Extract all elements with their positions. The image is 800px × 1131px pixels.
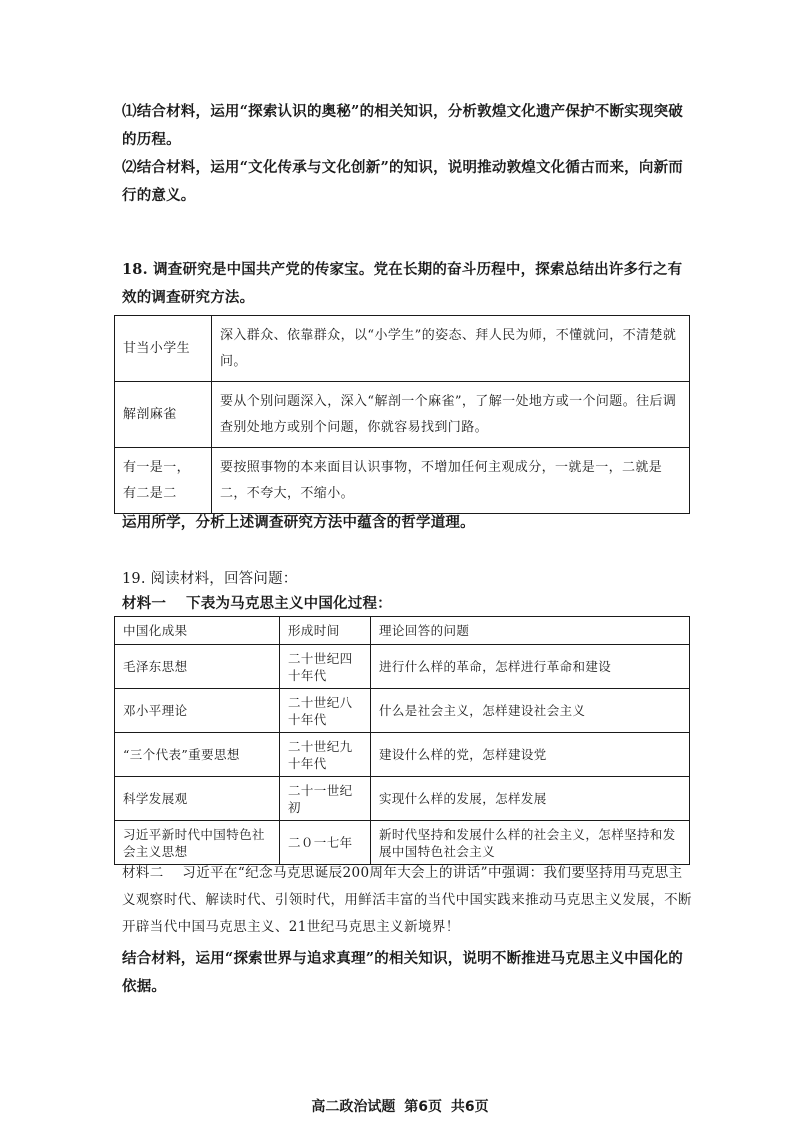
column-header: 中国化成果 bbox=[115, 617, 280, 645]
time-cell: 二十世纪四十年代 bbox=[280, 645, 371, 689]
q19-material2-block bbox=[122, 860, 692, 1001]
column-header: 形成时间 bbox=[280, 617, 371, 645]
table-row bbox=[115, 821, 690, 865]
q17-sub-2: ⑵结合材料，运用“文化传承与文化创新”的知识，说明推动敦煌文化循古而来，向新而行的意义。 bbox=[122, 159, 683, 204]
table-row bbox=[115, 316, 690, 382]
table-row bbox=[115, 645, 690, 689]
time-cell: 二十世纪八十年代 bbox=[280, 689, 371, 733]
table-header-row bbox=[115, 617, 690, 645]
question-cell: 什么是社会主义，怎样建设社会主义 bbox=[371, 689, 690, 733]
question-cell: 进行什么样的革命，怎样进行革命和建设 bbox=[371, 645, 690, 689]
column-header: 理论回答的问题 bbox=[371, 617, 690, 645]
q18-stem-block bbox=[122, 256, 692, 312]
q19-sinicization-table bbox=[114, 616, 690, 865]
table-row bbox=[115, 382, 690, 448]
result-cell: 邓小平理论 bbox=[115, 689, 280, 733]
q19-question: 结合材料，运用“探索世界与追求真理”的相关知识，说明不断推进马克思主义中国化的依据。 bbox=[122, 950, 683, 995]
q18-methods-table bbox=[114, 315, 690, 514]
question-cell: 新时代坚持和发展什么样的社会主义，怎样坚持和发展中国特色社会主义 bbox=[371, 821, 690, 865]
time-cell: 二十世纪九十年代 bbox=[280, 733, 371, 777]
q19-stem-block bbox=[122, 565, 692, 615]
q19-stem: 19. 阅读材料，回答问题： bbox=[122, 571, 298, 587]
method-cell: 甘当小学生 bbox=[115, 316, 212, 382]
result-cell: 毛泽东思想 bbox=[115, 645, 280, 689]
q19-material1-title: 材料一 下表为马克思主义中国化过程： bbox=[122, 595, 392, 612]
question-cell: 实现什么样的发展，怎样发展 bbox=[371, 777, 690, 821]
table-row bbox=[115, 448, 690, 514]
footer-total-pages: 共6页 bbox=[450, 1099, 489, 1115]
table-row bbox=[115, 689, 690, 733]
table-row bbox=[115, 777, 690, 821]
page-footer bbox=[0, 1096, 800, 1116]
result-cell: 习近平新时代中国特色社会主义思想 bbox=[115, 821, 280, 865]
method-desc-cell: 要从个别问题深入，深入“解剖一个麻雀”，了解一处地方或一个问题。往后调查别处地方或别个问题，你就容易找到门路。 bbox=[212, 382, 690, 448]
q18-stem: 18. 调查研究是中国共产党的传家宝。党在长期的奋斗历程中，探索总结出许多行之有效的调查研究方法。 bbox=[122, 261, 683, 306]
q17-sub-1: ⑴结合材料，运用“探索认识的奥秘”的相关知识，分析敦煌文化遗产保护不断实现突破的历程。 bbox=[122, 103, 683, 148]
table-row bbox=[115, 733, 690, 777]
result-cell: 科学发展观 bbox=[115, 777, 280, 821]
time-cell: 二十一世纪初 bbox=[280, 777, 371, 821]
q19-material2: 材料二 习近平在“纪念马克思诞辰200周年大会上的讲话”中强调：我们要坚持用马克思主义观察时代、解读时代、引领时代，用鲜活丰富的当代中国实践来推动马克思主义发展，不断开辟当代中国马克思主义、21世纪马克思主义新境界！ bbox=[122, 865, 692, 935]
result-cell: “三个代表”重要思想 bbox=[115, 733, 280, 777]
footer-page-number: 第6页 bbox=[404, 1099, 442, 1115]
q18-question: 运用所学，分析上述调查研究方法中蕴含的哲学道理。 bbox=[122, 514, 475, 531]
method-desc-cell: 深入群众、依靠群众，以“小学生”的姿态、拜人民为师，不懂就问，不清楚就问。 bbox=[212, 316, 690, 382]
method-cell: 解剖麻雀 bbox=[115, 382, 212, 448]
method-cell: 有一是一，有二是二 bbox=[115, 448, 212, 514]
question-cell: 建设什么样的党，怎样建设党 bbox=[371, 733, 690, 777]
time-cell: 二０一七年 bbox=[280, 821, 371, 865]
footer-title: 高二政治试题 bbox=[311, 1099, 396, 1115]
q18-question-block bbox=[122, 509, 692, 537]
q17-subquestions bbox=[122, 98, 692, 210]
method-desc-cell: 要按照事物的本来面目认识事物，不增加任何主观成分，一就是一，二就是二，不夸大，不缩小。 bbox=[212, 448, 690, 514]
